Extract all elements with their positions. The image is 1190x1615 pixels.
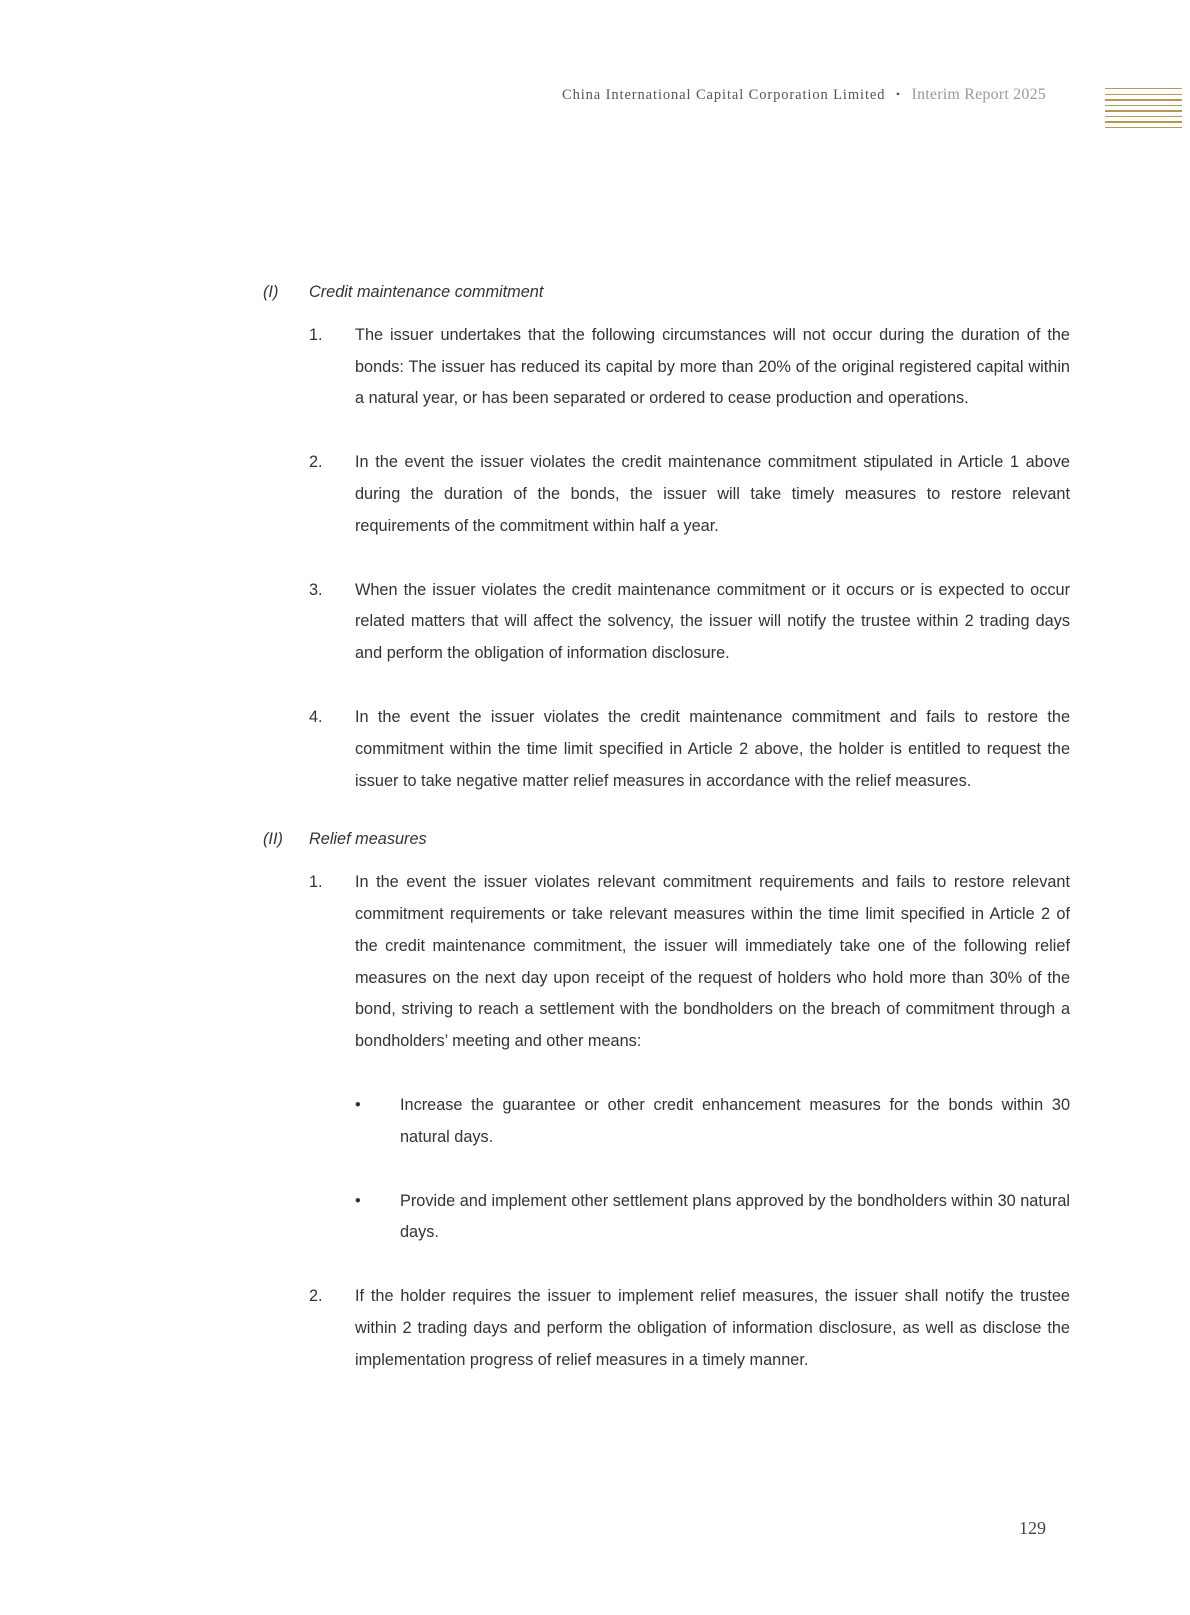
header-separator: • [895,87,902,101]
page-number: 129 [1019,1518,1046,1538]
page-header [562,86,1046,104]
section-title: Credit maintenance commitment [309,283,544,301]
document-body [263,277,1070,1377]
bullet-marker: • [355,1191,361,1210]
item-number: 2. [309,453,323,472]
section-heading [263,824,1070,856]
decorative-stripes [1105,88,1182,133]
numbered-list [309,867,1070,1376]
item-text: In the event the issuer violates the credit maintenance commitment stipulated in Article 1 above during the duration of the bonds, the issuer will take timely measures to restore relevant requirements of the commitment within half a year. [355,453,1070,535]
list-item [309,575,1070,670]
item-number: 1. [309,325,323,344]
report-title: Interim Report 2025 [911,86,1046,103]
item-number: 4. [309,707,323,726]
bullet-text: Increase the guarantee or other credit enhancement measures for the bonds within 30 natural days. [400,1095,1070,1146]
list-item [309,867,1070,1249]
item-number: 1. [309,873,323,892]
item-number: 3. [309,580,323,599]
bullet-marker: • [355,1095,361,1114]
section-number: (II) [263,830,283,849]
section-relief-measures [263,824,1070,1376]
list-item [309,320,1070,415]
section-credit-maintenance [263,277,1070,797]
item-text: In the event the issuer violates the credit maintenance commitment and fails to restore the commitment within the time limit specified in Article 2 above, the holder is entitled to request the issuer to take negative matter relief measures in accordance with the relief measures. [355,707,1070,790]
section-heading [263,277,1070,309]
bullet-text: Provide and implement other settlement plans approved by the bondholders within 30 natural days. [400,1191,1070,1242]
section-title: Relief measures [309,830,427,849]
section-number: (I) [263,283,279,301]
bullet-item [355,1090,1070,1154]
list-item [309,1281,1070,1376]
list-item [309,447,1070,542]
bullet-item [355,1186,1070,1250]
numbered-list [309,320,1070,798]
company-name: China International Capital Corporation Limited [562,87,886,103]
list-item [309,702,1070,797]
item-number: 2. [309,1287,323,1306]
item-text: When the issuer violates the credit maintenance commitment or it occurs or is expected to occur related matters that will affect the solvency, the issuer will notify the trustee within 2 trading days and perform the obligation of information disclosure. [355,580,1070,663]
item-text: In the event the issuer violates relevant commitment requirements and fails to restore relevant commitment requirements or take relevant measures within the time limit specified in Article 2 of the credit maintenance commitment, the issuer will immediately take one of the following relief measures on the next day upon receipt of the request of holders who hold more than 30% of the bond, striving to reach a settlement with the bondholders on the breach of commitment through a bondholders’ meeting and other means: [355,873,1070,1051]
item-text: The issuer undertakes that the following circumstances will not occur during the duration of the bonds: The issuer has reduced its capital by more than 20% of the original registered capital within a natural year, or has been separated or ordered to cease production and operations. [355,325,1070,408]
bullet-list [355,1090,1070,1249]
item-text: If the holder requires the issuer to implement relief measures, the issuer shall notify the trustee within 2 trading days and perform the obligation of information disclosure, as well as disclose the implementation progress of relief measures in a timely manner. [355,1287,1070,1369]
